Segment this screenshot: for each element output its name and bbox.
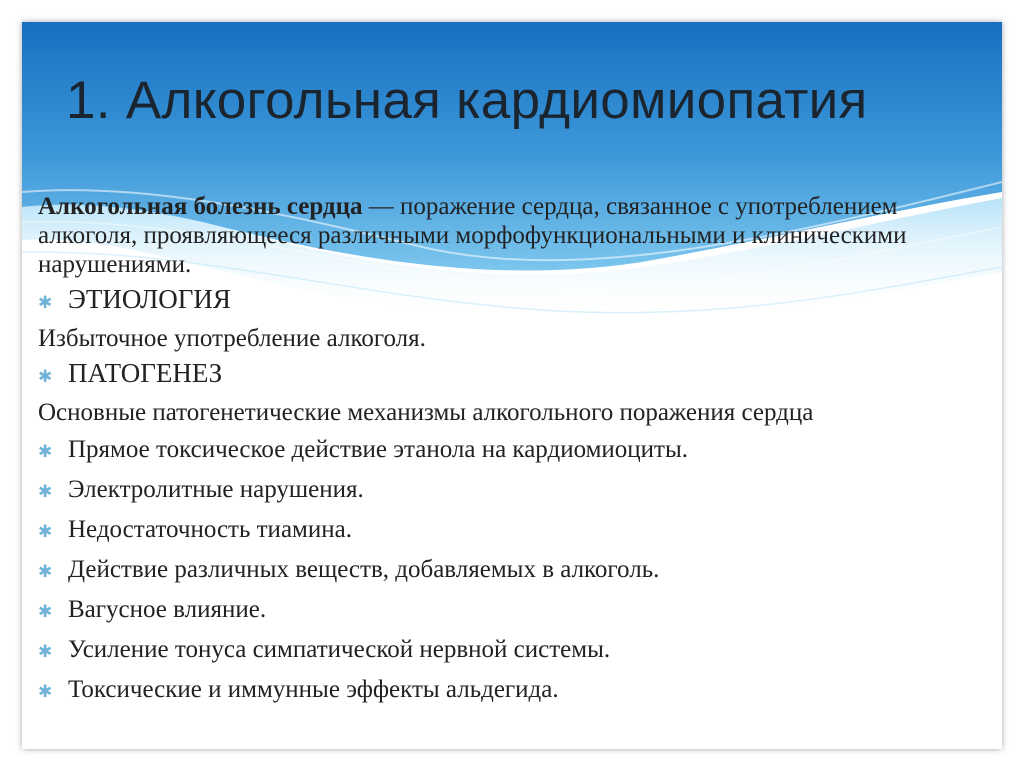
- mechanism-text: Электролитные нарушения.: [68, 476, 364, 503]
- mechanism-item: [38, 435, 978, 467]
- mechanism-item: [38, 675, 978, 707]
- pathogenesis-text: Основные патогенетические механизмы алкогольного поражения сердца: [38, 399, 814, 426]
- bullet-star-icon: ✱: [38, 642, 53, 662]
- mechanism-text: Токсические и иммунные эффекты альдегида.: [68, 676, 559, 703]
- bullet-star-icon: ✱: [38, 602, 53, 622]
- mechanism-text: Недостаточность тиамина.: [68, 516, 352, 543]
- mechanism-item: [38, 555, 978, 587]
- bullet-star-icon: ✱: [38, 482, 53, 502]
- mechanism-text: Вагусное влияние.: [68, 596, 267, 623]
- pathogenesis-heading-item: [38, 359, 978, 392]
- etiology-text: Избыточное употребление алкоголя.: [38, 325, 426, 352]
- etiology-heading-item: [38, 285, 978, 318]
- bullet-star-icon: ✱: [38, 522, 53, 542]
- slide-title: 1. Алкогольная кардиомиопатия: [66, 71, 868, 130]
- slide: [22, 22, 1002, 749]
- mechanism-item: [38, 475, 978, 507]
- bullet-star-icon: ✱: [38, 442, 53, 462]
- bullet-star-icon: ✱: [38, 367, 53, 387]
- mechanism-item: [38, 635, 978, 667]
- mechanism-item: [38, 595, 978, 627]
- mechanism-text: Усиление тонуса симпатической нервной системы.: [68, 636, 611, 663]
- bullet-star-icon: ✱: [38, 562, 53, 582]
- mechanism-item: [38, 515, 978, 547]
- pathogenesis-heading: ПАТОГЕНЕЗ: [68, 358, 223, 388]
- mechanism-text: Прямое токсическое действие этанола на кардиомиоциты.: [68, 436, 689, 463]
- slide-content: [38, 192, 978, 707]
- definition-text: — поражение сердца, связанное с употреблением алкоголя, проявляющееся различными морфофункциональными и клиническими нарушениями.: [38, 193, 907, 278]
- bullet-star-icon: ✱: [38, 682, 53, 702]
- mechanism-text: Действие различных веществ, добавляемых в алкоголь.: [68, 556, 660, 583]
- definition-paragraph: [38, 192, 978, 279]
- definition-term: Алкогольная болезнь сердца: [38, 193, 363, 220]
- etiology-heading: ЭТИОЛОГИЯ: [68, 284, 231, 314]
- bullet-star-icon: ✱: [38, 293, 53, 313]
